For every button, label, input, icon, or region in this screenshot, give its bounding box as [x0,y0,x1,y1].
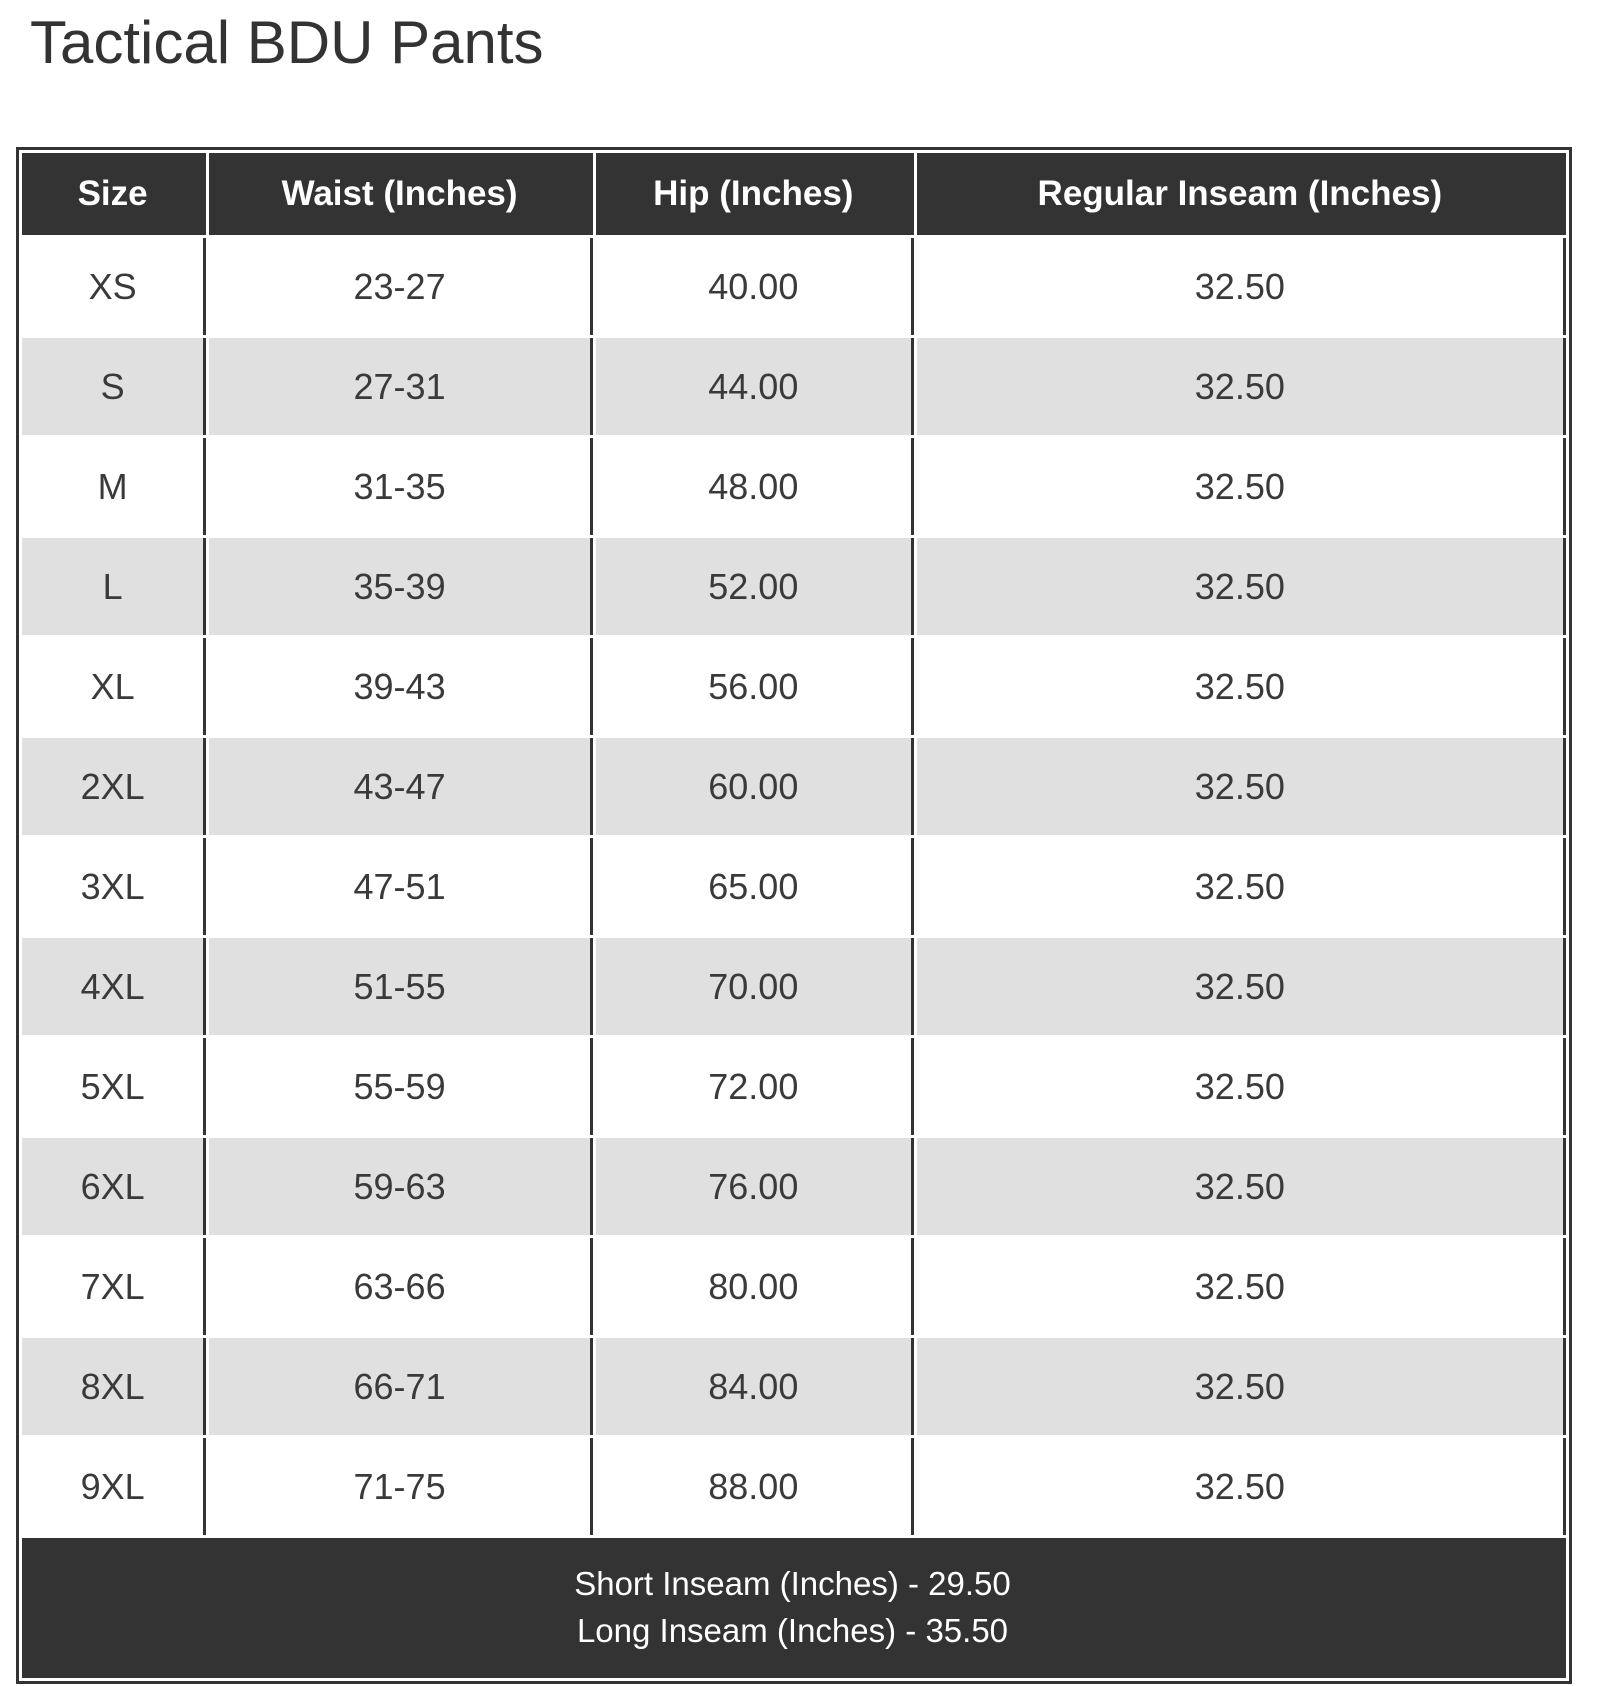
inseam-note-cell [22,1538,1566,1678]
table-cell: 32.50 [917,1138,1566,1235]
table-cell: 3XL [22,838,206,935]
table-cell: 32.50 [917,1438,1566,1535]
table-cell: 32.50 [917,438,1566,535]
table-cell: 35-39 [209,538,593,635]
table-cell: M [22,438,206,535]
table-row [22,538,1566,635]
table-cell: 32.50 [917,1338,1566,1435]
table-cell: 9XL [22,1438,206,1535]
table-row [22,1438,1566,1535]
table-cell: XL [22,638,206,735]
table-cell: 88.00 [596,1438,914,1535]
table-cell: 27-31 [209,338,593,435]
column-header-hip: Hip (Inches) [596,153,914,235]
table-row [22,638,1566,735]
table-row [22,1138,1566,1235]
table-cell: 32.50 [917,638,1566,735]
table-cell: 5XL [22,1038,206,1135]
table-cell: 48.00 [596,438,914,535]
column-header-regular-inseam: Regular Inseam (Inches) [917,153,1566,235]
table-row [22,1038,1566,1135]
table-cell: 56.00 [596,638,914,735]
column-header-size: Size [22,153,206,235]
table-row [22,238,1566,335]
header-row [22,153,1566,235]
table-cell: 8XL [22,1338,206,1435]
long-inseam-note: Long Inseam (Inches) - 35.50 [576,1612,1009,1649]
table-cell: 40.00 [596,238,914,335]
table-cell: 4XL [22,938,206,1035]
table-cell: 23-27 [209,238,593,335]
table-cell: S [22,338,206,435]
table-row [22,1338,1566,1435]
table-cell: 63-66 [209,1238,593,1335]
table-cell: 32.50 [917,738,1566,835]
table-cell: 32.50 [917,938,1566,1035]
table-row [22,438,1566,535]
table-cell: 66-71 [209,1338,593,1435]
table-cell: 55-59 [209,1038,593,1135]
table-cell: 59-63 [209,1138,593,1235]
table-cell: 52.00 [596,538,914,635]
table-cell: 47-51 [209,838,593,935]
table-cell: 2XL [22,738,206,835]
table-cell: 32.50 [917,838,1566,935]
footer-row [22,1538,1566,1678]
table-cell: 60.00 [596,738,914,835]
table-row [22,838,1566,935]
table-cell: 72.00 [596,1038,914,1135]
table-cell: 84.00 [596,1338,914,1435]
table-cell: 32.50 [917,538,1566,635]
table-cell: 31-35 [209,438,593,535]
size-chart-header [22,153,1566,235]
size-chart-body [22,238,1566,1535]
table-cell: 76.00 [596,1138,914,1235]
table-row [22,738,1566,835]
table-row [22,338,1566,435]
table-cell: L [22,538,206,635]
size-chart-table [16,147,1572,1684]
table-row [22,938,1566,1035]
table-cell: 32.50 [917,338,1566,435]
table-cell: 32.50 [917,238,1566,335]
table-row [22,1238,1566,1335]
page-title: Tactical BDU Pants [30,9,544,76]
table-cell: 65.00 [596,838,914,935]
table-cell: 6XL [22,1138,206,1235]
table-cell: 39-43 [209,638,593,735]
table-cell: XS [22,238,206,335]
short-inseam-note: Short Inseam (Inches) - 29.50 [574,1565,1011,1602]
table-cell: 80.00 [596,1238,914,1335]
column-header-waist: Waist (Inches) [209,153,593,235]
table-cell: 71-75 [209,1438,593,1535]
table-cell: 43-47 [209,738,593,835]
table-cell: 44.00 [596,338,914,435]
size-chart-footer [22,1538,1566,1678]
table-cell: 70.00 [596,938,914,1035]
table-cell: 32.50 [917,1038,1566,1135]
table-cell: 51-55 [209,938,593,1035]
table-cell: 7XL [22,1238,206,1335]
table-cell: 32.50 [917,1238,1566,1335]
